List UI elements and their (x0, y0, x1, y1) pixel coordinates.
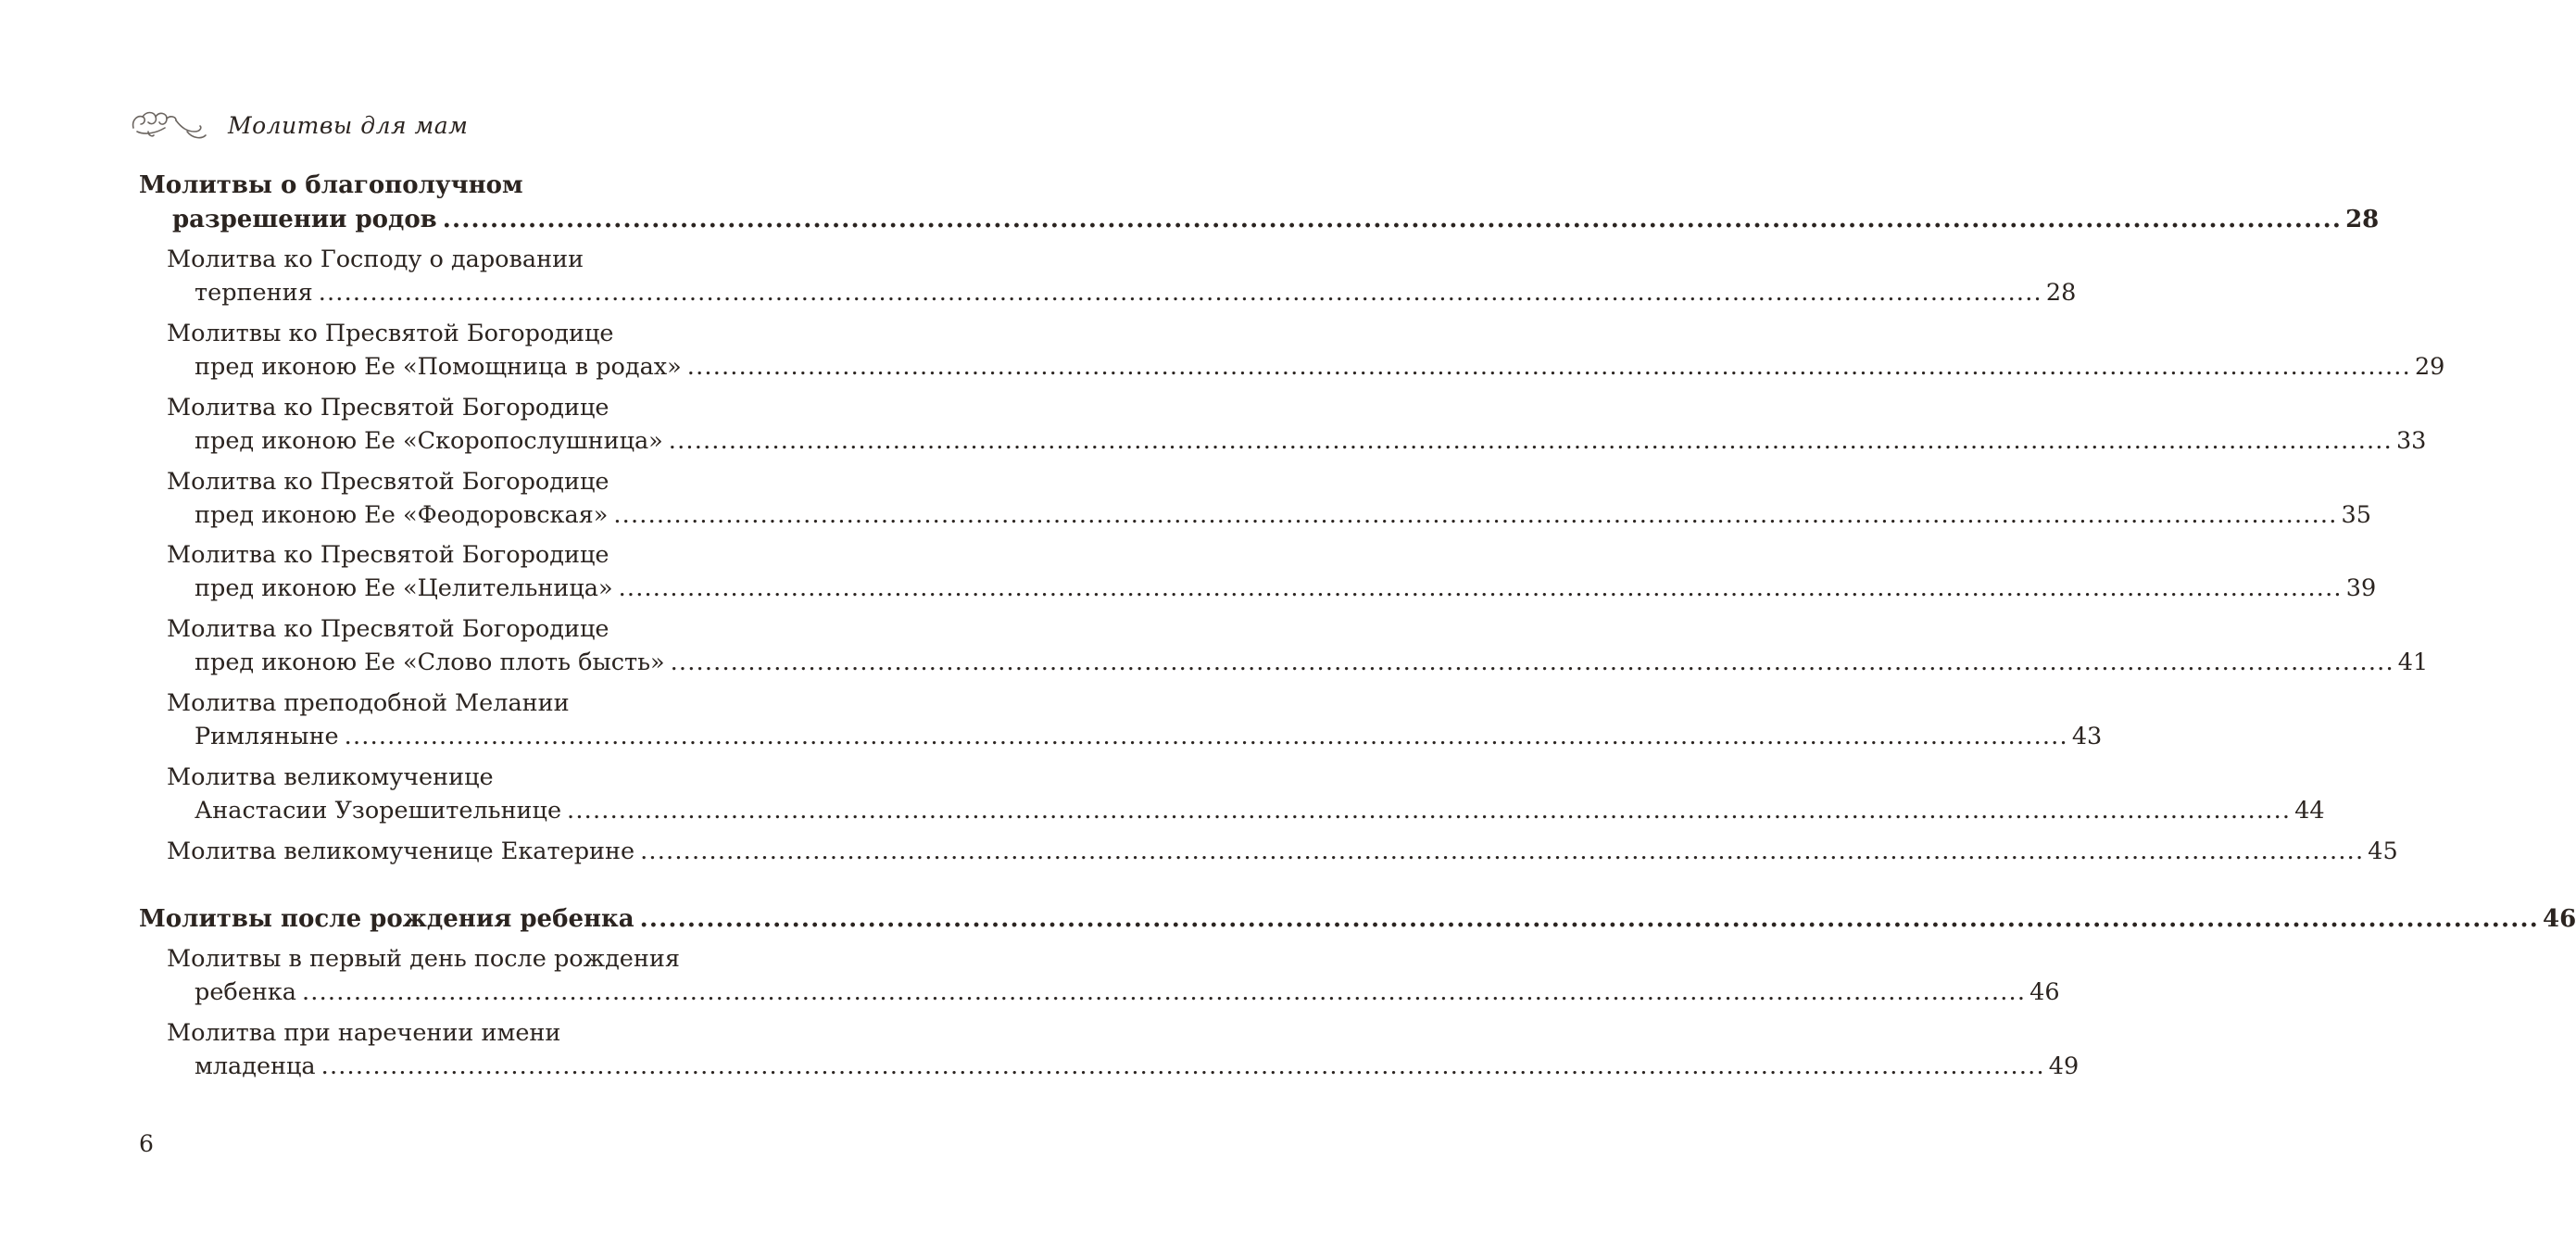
toc-entry-continuation (195, 498, 2371, 533)
toc-page-number: 43 (2071, 723, 2103, 750)
toc-entry (167, 316, 741, 351)
toc-entry-title: пред иконою Ее «Слово плоть бысть» (195, 649, 665, 676)
toc-entry-title: Молитвы в первый день после рождения (167, 945, 680, 973)
toc-section-heading-continuation (172, 202, 2380, 237)
dot-leader: ........................................................................................................................................................................................................ (640, 838, 2365, 865)
dot-leader: ........................................................................................................................................................................................................ (442, 206, 2343, 233)
section-title: Молитвы о благополучном (139, 171, 523, 199)
toc-section-heading (139, 901, 2576, 937)
toc-entry-title: Молитва ко Пресвятой Богородице (167, 468, 609, 496)
toc-section-heading (139, 168, 741, 203)
toc-page-number: 46 (2029, 978, 2060, 1006)
toc-entry-title: Анастасии Узорешительнице (195, 797, 562, 825)
toc-entry-title: Молитва ко Пресвятой Богородице (167, 615, 609, 643)
toc-entry-continuation (195, 719, 2103, 754)
toc-page-number: 28 (2045, 279, 2077, 307)
toc-page-number: 46 (2543, 905, 2576, 933)
dot-leader: ........................................................................................................................................................................................................ (302, 978, 2027, 1006)
dot-leader: ........................................................................................................................................................................................................ (618, 574, 2343, 602)
toc-entry-title: Молитва великомученице Екатерине (167, 838, 635, 865)
dot-leader: ........................................................................................................................................................................................................ (670, 649, 2394, 676)
toc-entry (167, 537, 741, 573)
toc-entry-title: Молитва при наречении имени (167, 1019, 561, 1047)
toc-entry-continuation (195, 975, 2060, 1010)
toc-entry-title: пред иконою Ее «Помощница в родах» (195, 353, 682, 381)
toc-entry-continuation (195, 349, 2445, 384)
toc-page-number: 49 (2048, 1052, 2080, 1080)
dot-leader: ........................................................................................................................................................................................................ (318, 279, 2042, 307)
toc-entry (167, 834, 2398, 869)
toc-entry-continuation (195, 793, 2325, 828)
toc-entry-continuation (195, 571, 2377, 606)
dot-leader: ........................................................................................................................................................................................................ (613, 501, 2338, 529)
floral-flourish-icon (128, 104, 213, 143)
toc-entry (167, 464, 741, 499)
dot-leader: ........................................................................................................................................................................................................ (344, 723, 2068, 750)
toc-entry-continuation (195, 645, 2429, 680)
toc-page-number: 29 (2414, 353, 2445, 381)
toc-entry (167, 390, 741, 425)
toc-entry-title: пред иконою Ее «Целительница» (195, 574, 613, 602)
running-header-title: Молитвы для мам (228, 112, 469, 139)
toc-entry-title: младенца (195, 1052, 316, 1080)
dot-leader: ........................................................................................................................................................................................................ (567, 797, 2292, 825)
toc-entry-title: Молитва ко Пресвятой Богородице (167, 394, 609, 422)
toc-entry-title: Молитвы ко Пресвятой Богородице (167, 320, 614, 347)
toc-entry (167, 242, 741, 277)
toc-entry-title: ребенка (195, 978, 296, 1006)
toc-entry-continuation (195, 1049, 2080, 1084)
toc-entry-title: Молитва преподобной Мелании (167, 689, 570, 717)
toc-page-number: 28 (2345, 206, 2380, 233)
toc-entry-title: Молитва великомученице (167, 763, 494, 791)
toc-page-number: 41 (2397, 649, 2429, 676)
toc-entry-continuation (195, 275, 2077, 310)
section-title: разрешении родов (172, 206, 437, 233)
toc-entry-title: пред иконою Ее «Феодоровская» (195, 501, 609, 529)
toc-page-number: 45 (2368, 838, 2398, 865)
dot-leader: ........................................................................................................................................................................................................ (639, 905, 2539, 933)
toc-page-number: 33 (2395, 427, 2427, 455)
toc-entry-title: Римляныне (195, 723, 339, 750)
toc-entry-title: пред иконою Ее «Скоропослушница» (195, 427, 663, 455)
toc-entry (167, 760, 741, 795)
toc-page-number: 35 (2341, 501, 2371, 529)
toc-entry (167, 941, 741, 976)
toc-entry (167, 611, 741, 647)
toc-entry (167, 686, 741, 721)
section-title: Молитвы после рождения ребенка (139, 905, 635, 933)
dot-leader: ........................................................................................................................................................................................................ (668, 427, 2393, 455)
toc-page-number: 39 (2345, 574, 2377, 602)
toc-entry (167, 1015, 741, 1051)
dot-leader: ........................................................................................................................................................................................................ (686, 353, 2411, 381)
toc-entry-continuation (195, 423, 2427, 459)
dot-leader: ........................................................................................................................................................................................................ (320, 1052, 2045, 1080)
toc-entry-title: Молитва ко Пресвятой Богородице (167, 541, 609, 569)
toc-entry-title: Молитва ко Господу о даровании (167, 246, 584, 273)
toc-entry-title: терпения (195, 279, 313, 307)
page-number: 6 (139, 1130, 154, 1157)
toc-page-number: 44 (2294, 797, 2325, 825)
